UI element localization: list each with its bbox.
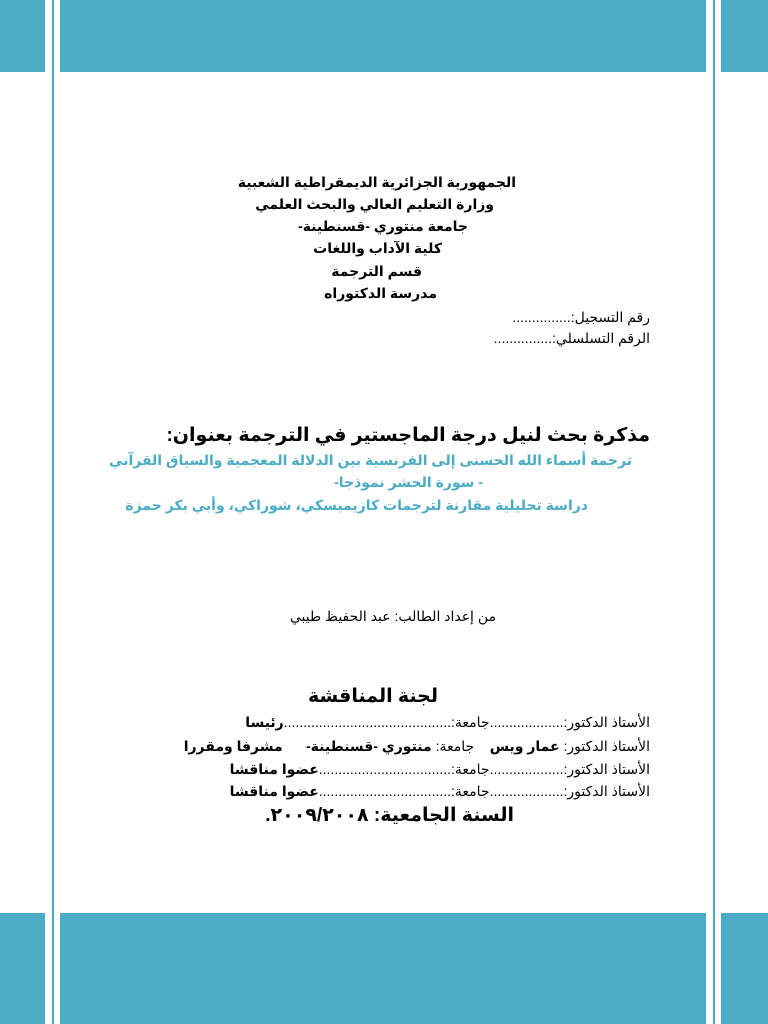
- frame-line-right: [713, 0, 715, 1024]
- serial-dots: ...............: [493, 330, 553, 346]
- member-univ-dots: ...........................................: [283, 714, 452, 730]
- student-line: [290, 608, 496, 625]
- member-univ-label: جامعة:: [451, 761, 490, 777]
- header-republic: الجمهورية الجزائرية الديمقراطية الشعبية: [237, 174, 516, 190]
- academic-year: [265, 804, 514, 827]
- committee-member-3: [230, 761, 650, 778]
- member-prof-label: الأستاذ الدكتور:: [563, 738, 650, 754]
- member-univ-label: جامعة:: [451, 714, 490, 730]
- academic-year-value: ٢٠٠٩/٢٠٠٨.: [265, 805, 369, 826]
- header-faculty: كلية الآداب واللغات: [313, 240, 442, 256]
- member-univ-label: جامعة:: [435, 738, 475, 754]
- member-prof-label: الأستاذ الدكتور:: [563, 783, 650, 799]
- member-univ-dots: ..................................: [318, 783, 452, 799]
- member-univ-dots: ..................................: [318, 761, 452, 777]
- serial-label: الرقم التسلسلي:: [552, 330, 650, 346]
- member-name: عمار ويس: [489, 738, 560, 754]
- serial-number: [494, 330, 650, 347]
- student-name: عبد الحفيظ طيبي: [289, 608, 391, 624]
- academic-year-label: السنة الجامعية:: [373, 805, 514, 826]
- member-prof-dots: ...................: [489, 714, 564, 730]
- frame-block-top: [60, 0, 706, 72]
- committee-title: لجنة المناقشة: [308, 686, 438, 707]
- member-prof-dots: ...................: [489, 761, 564, 777]
- registration-dots: ...............: [512, 309, 571, 325]
- member-prof-dots: ...................: [489, 783, 564, 799]
- member-role: مشرفا ومقررا: [183, 738, 283, 754]
- frame-block-bottom-left: [0, 913, 45, 1024]
- member-prof-label: الأستاذ الدكتور:: [563, 714, 650, 730]
- frame-block-bottom: [60, 913, 706, 1024]
- thesis-title: مذكرة بحث لنيل درجة الماجستير في الترجمة بعنوان:: [166, 425, 650, 446]
- registration-label: رقم التسجيل:: [570, 309, 650, 325]
- header-doctoral-school: مدرسة الدكتوراه: [324, 285, 437, 301]
- member-univ-name: منتوري -قسنطينة-: [306, 738, 432, 754]
- member-role: رئيسا: [245, 714, 284, 730]
- member-univ-label: جامعة:: [451, 783, 490, 799]
- thesis-subtitle-study: دراسة تحليلية مقارنة لترجمات كازيميسكي، شوراكي، وأبي بكر حمزة: [125, 497, 588, 513]
- header-university: جامعة منتوري -قسنطينة-: [298, 218, 468, 234]
- header-ministry: وزارة التعليم العالي والبحث العلمي: [255, 196, 494, 212]
- registration-number: [512, 309, 650, 326]
- frame-block-top-left: [0, 0, 45, 72]
- thesis-subtitle-sura: - سورة الحشر نموذجا-: [334, 474, 483, 490]
- frame-block-bottom-right: [721, 913, 768, 1024]
- student-label: من إعداد الطالب:: [394, 608, 496, 624]
- committee-member-2: [184, 738, 650, 755]
- header-department: قسم الترجمة: [331, 263, 422, 279]
- committee-member-4: [230, 783, 650, 800]
- frame-line-left: [52, 0, 54, 1024]
- committee-member-1: [245, 714, 650, 731]
- member-prof-label: الأستاذ الدكتور:: [563, 761, 650, 777]
- frame-block-top-right: [721, 0, 768, 72]
- member-role: عضوا مناقشا: [229, 761, 319, 777]
- member-role: عضوا مناقشا: [229, 783, 319, 799]
- thesis-subtitle-main: ترجمة أسماء الله الحسنى إلى الفرنسية بين الدلالة المعجمية والسياق القرآني: [109, 452, 632, 468]
